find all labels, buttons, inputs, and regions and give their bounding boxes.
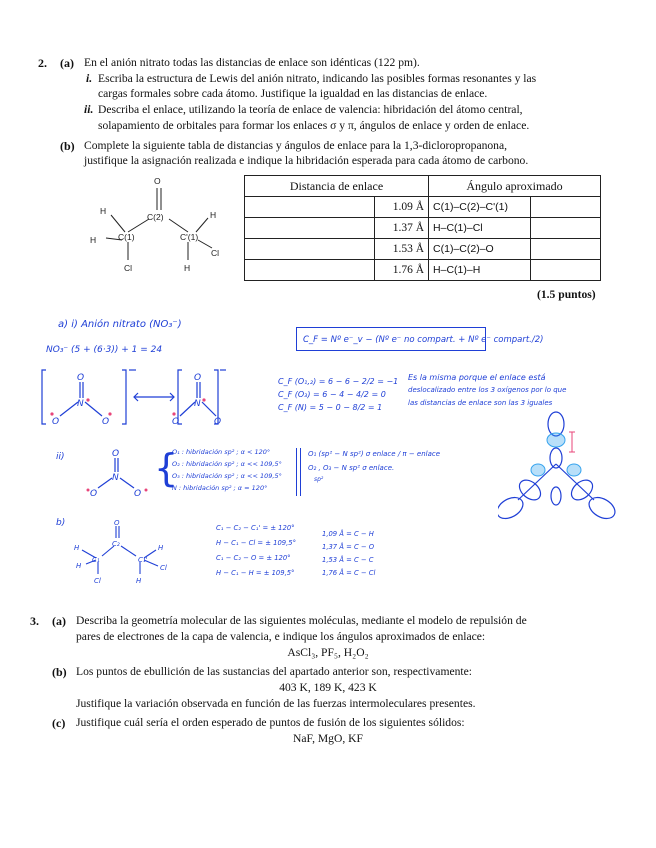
q2-a-i-line2: cargas formales sobre cada átomo. Justifique la igualdad en las distancias de enlace.	[98, 87, 488, 100]
table-row	[245, 239, 601, 260]
svg-text:H: H	[74, 544, 80, 552]
table-cell-angle: C(1)–C(2)–O	[429, 239, 531, 260]
table-cell-extra	[531, 197, 601, 218]
table-cell-angle: H–C(1)–Cl	[429, 218, 531, 239]
svg-text:C₂: C₂	[112, 540, 120, 548]
hw-angle-3: C₁ − C₂ − O = ± 120°	[216, 554, 291, 562]
hw-divider-2	[300, 448, 302, 496]
nitrate-resonance-drawing	[40, 364, 240, 430]
svg-text:O: O	[77, 373, 85, 383]
mol-oxygen: O	[154, 176, 161, 186]
mol-h-bottom-right: H	[184, 263, 191, 273]
mol-h-top-left: H	[100, 206, 107, 216]
hw-cf-n: C_F (N) = 5 − 0 − 8/2 = 1	[278, 403, 383, 412]
svg-text:O: O	[194, 373, 202, 383]
hw-angle-4: H − C₁ − H = ± 109,5°	[216, 569, 295, 577]
svg-text:Cl: Cl	[94, 577, 101, 585]
table-cell-extra	[531, 218, 601, 239]
hw-cf-o12: C_F (O₁,₂) = 6 − 6 − 2/2 = −1	[278, 377, 399, 386]
svg-text:O: O	[102, 417, 110, 427]
table-row	[245, 197, 601, 218]
table-header-row	[245, 176, 601, 197]
svg-text:O: O	[214, 417, 222, 427]
table-header-distance: Distancia de enlace	[245, 176, 429, 197]
hw-b-label: b)	[56, 518, 66, 528]
mol-c2: C(2)	[147, 212, 164, 222]
svg-text:O: O	[52, 417, 60, 427]
table-row	[245, 218, 601, 239]
table-cell-distance	[245, 218, 375, 239]
hw-distance-4: 1,76 Å = C − Cl	[322, 569, 376, 577]
mol-cl-right: Cl	[211, 248, 220, 258]
question-3-number: 3.	[30, 614, 39, 628]
table-cell-angle: H–C(1)–H	[429, 260, 531, 281]
q3-b-line2: Justifique la variación observada en función de las fuerzas intermoleculares presentes.	[76, 697, 476, 710]
svg-text:Cl: Cl	[160, 564, 167, 572]
q2-a-i-line1: Escriba la estructura de Lewis del anión nitrato, indicando las posibles formas resonantes y las	[98, 72, 537, 85]
hw-divider-1	[296, 448, 298, 496]
hw-ii-label: ii)	[56, 452, 65, 462]
points-label: (1.5 puntos)	[537, 288, 596, 301]
hw-nitrate-structure-ii	[82, 446, 152, 502]
q2-b-line1: Complete la siguiente tabla de distancias y ángulos de enlace para la 1,3-dicloropropanona,	[84, 139, 508, 152]
hw-hyb-o2: O₂ : hibridación sp² ; α << 109,5°	[172, 460, 282, 468]
svg-text:O: O	[134, 489, 142, 499]
svg-text:O: O	[172, 417, 180, 427]
table-cell-value: 1.37 Å	[375, 218, 429, 239]
q2-a-ii-line2: solapamiento de orbitales para formar los enlaces σ y π, ángulos de enlace y orden de enlace.	[98, 119, 530, 132]
mol-cl-left: Cl	[124, 263, 133, 273]
hw-angle-2: H − C₁ − Cl = ± 109,5°	[216, 539, 296, 547]
hw-note-line2: deslocalizado entre los 3 oxígenos por lo que	[408, 386, 567, 394]
q3-b-line1: Los puntos de ebullición de las sustancias del apartado anterior son, respectivamente:	[76, 665, 472, 678]
hw-note-line3: las distancias de enlace son las 3 iguales	[408, 399, 553, 407]
q2-part-a-label: (a)	[60, 56, 74, 70]
hw-distance-3: 1,53 Å = C − C	[322, 556, 374, 564]
svg-text:C₁': C₁'	[138, 556, 148, 564]
bond-table	[244, 175, 601, 281]
hw-cf-o3: C_F (O₃) = 6 − 4 − 4/2 = 0	[278, 390, 386, 399]
hw-distance-2: 1,37 Å = C − O	[322, 543, 375, 551]
hw-angle-1: C₁ − C₂ − C₁' = ± 120°	[216, 524, 295, 532]
table-cell-angle: C(1)–C(2)–C'(1)	[429, 197, 531, 218]
svg-text:H: H	[158, 544, 164, 552]
table-cell-value: 1.09 Å	[375, 197, 429, 218]
table-cell-distance	[245, 260, 375, 281]
table-cell-value: 1.76 Å	[375, 260, 429, 281]
question-2-number: 2.	[38, 56, 47, 70]
hw-dichloropropanone-structure	[70, 516, 190, 586]
svg-text:H: H	[136, 577, 142, 585]
table-cell-extra	[531, 239, 601, 260]
q3-a-molecules: AsCl₃, PF₅, H₂O₂	[287, 646, 369, 659]
q3-part-a-label: (a)	[52, 614, 66, 628]
svg-text:N: N	[77, 399, 84, 409]
svg-text:N: N	[194, 399, 201, 409]
table-cell-distance	[245, 197, 375, 218]
table-cell-extra	[531, 260, 601, 281]
mol-h-right: H	[210, 210, 217, 220]
q3-part-b-label: (b)	[52, 665, 67, 679]
q3-b-values: 403 K, 189 K, 423 K	[279, 681, 377, 694]
hw-hyb-o1: O₁ : hibridación sp² ; α < 120°	[172, 448, 271, 456]
svg-text:O: O	[114, 519, 120, 527]
svg-text:O: O	[112, 449, 120, 459]
hw-brace: {	[154, 446, 179, 490]
table-cell-distance	[245, 239, 375, 260]
svg-text:C₁: C₁	[92, 556, 100, 564]
q3-c-line1: Justifique cuál sería el orden esperado de puntos de fusión de los siguientes sólidos:	[76, 716, 465, 729]
hw-overlap-1: O₁ (sp² − N sp²) σ enlace / π − enlace	[308, 450, 441, 458]
q2-part-b-label: (b)	[60, 139, 75, 153]
q2-b-line2: justifique la asignación realizada e indique la hibridación esperada para cada átomo de carbono.	[84, 154, 529, 167]
svg-text:H: H	[76, 562, 82, 570]
dichloropropanone-structure	[84, 172, 234, 282]
q2-a-ii-line1: Describa el enlace, utilizando la teoría de enlace de valencia: hibridación del átomo central,	[98, 103, 523, 116]
q3-part-c-label: (c)	[52, 716, 66, 730]
mol-c1-prime: C'(1)	[180, 232, 199, 242]
q3-a-line2: pares de electrones de la capa de valencia, e indique los ángulos aproximados de enlace:	[76, 630, 486, 643]
hw-hyb-o3: O₃ : hibridación sp² ; α << 109,5°	[172, 472, 282, 480]
hw-overlap-3: sp²	[314, 476, 324, 483]
sp2-orbital-drawing	[498, 408, 616, 530]
svg-text:O: O	[90, 489, 98, 499]
hw-part-a-heading: a) i) Anión nitrato (NO₃⁻)	[58, 319, 182, 330]
hw-overlap-2: O₂ , O₃ − N sp² σ enlace.	[308, 464, 395, 472]
hw-distance-1: 1,09 Å = C − H	[322, 530, 374, 538]
q2-a-text: En el anión nitrato todas las distancias de enlace son idénticas (122 pm).	[84, 56, 420, 69]
table-row	[245, 260, 601, 281]
hw-note-line1: Es la misma porque el enlace está	[408, 373, 546, 382]
mol-c1: C(1)	[118, 232, 135, 242]
hw-hyb-n: N : hibridación sp² ; α = 120°	[172, 484, 268, 492]
mol-h-left: H	[90, 235, 97, 245]
hw-electron-count: NO₃⁻ (5 + (6·3)) + 1 = 24	[46, 345, 163, 355]
q2-a-i-label: i.	[86, 72, 93, 85]
table-cell-value: 1.53 Å	[375, 239, 429, 260]
q3-c-solids: NaF, MgO, KF	[293, 732, 363, 745]
hw-formal-charge-formula: C_F = Nº e⁻_v − (Nº e⁻ no compart. + Nº e⁻ compart./2)	[296, 327, 486, 351]
svg-text:N: N	[112, 473, 119, 483]
table-header-angle: Ángulo aproximado	[429, 176, 601, 197]
q2-a-ii-label: ii.	[84, 103, 94, 116]
q3-a-line1: Describa la geometría molecular de las siguientes moléculas, mediante el modelo de repulsión de	[76, 614, 527, 627]
